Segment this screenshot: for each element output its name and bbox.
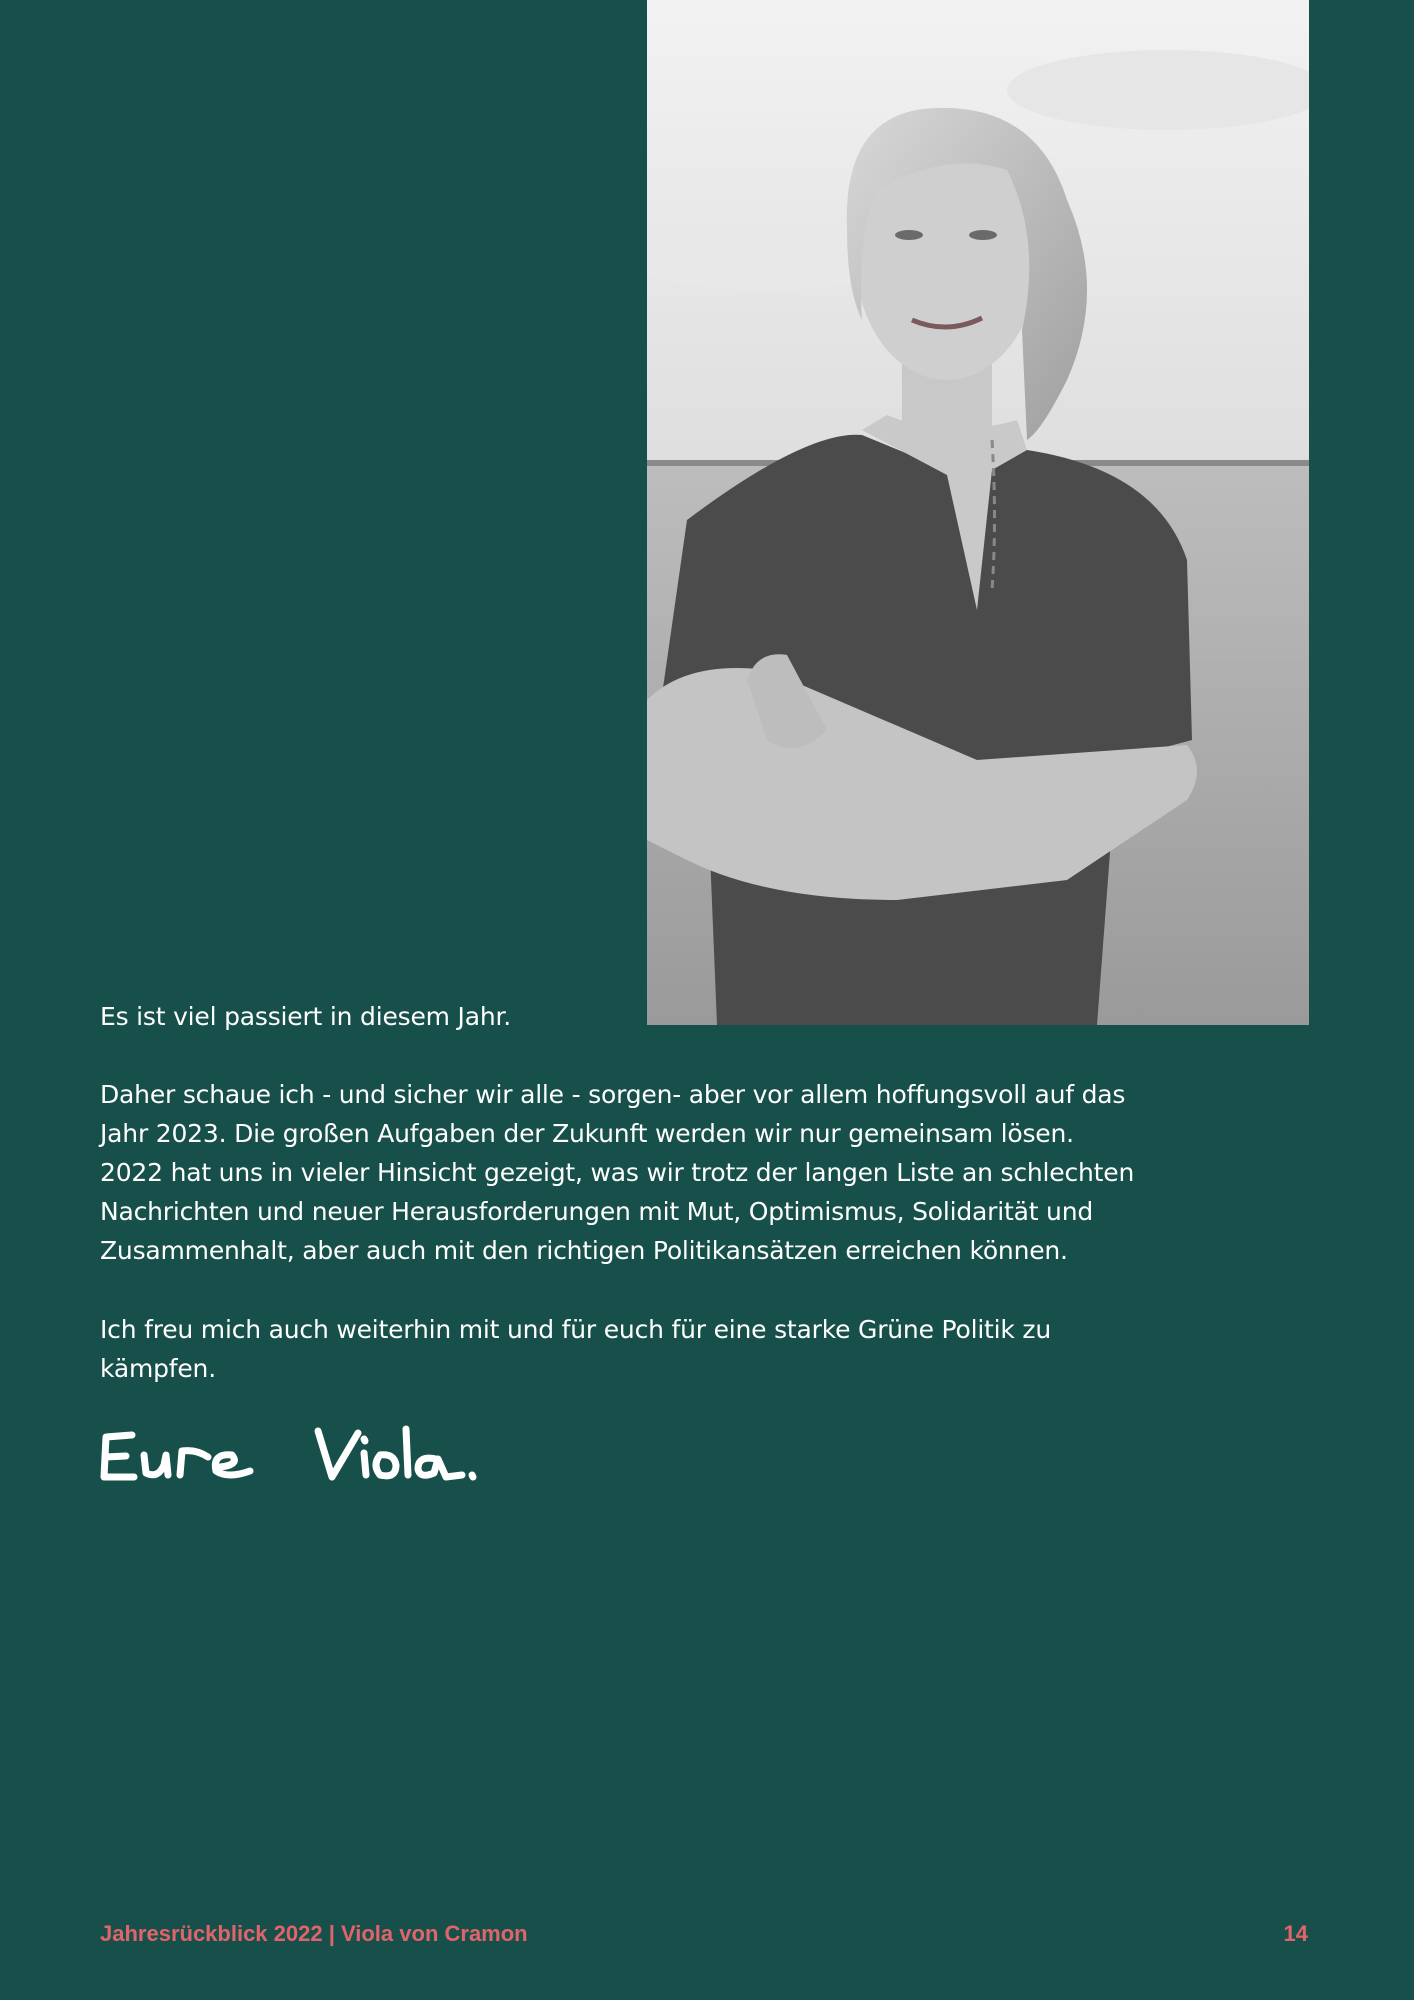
handwritten-signature — [100, 1425, 480, 1515]
paragraph-line: Zusammenhalt, aber auch mit den richtigen Politikansätzen erreichen können. — [100, 1236, 1068, 1265]
body-paragraph-2 — [100, 1075, 1230, 1270]
signature-text — [100, 1515, 101, 1516]
paragraph-line: Ich freu mich auch weiterhin mit und für euch für eine starke Grüne Politik zu — [100, 1315, 1052, 1344]
intro-line: Es ist viel passiert in diesem Jahr. — [100, 1002, 512, 1031]
footer-document-title: Jahresrückblick 2022 | Viola von Cramon — [100, 1921, 528, 1946]
page-number: 14 — [1283, 1921, 1308, 1946]
body-paragraph-3 — [100, 1310, 1230, 1388]
paragraph-line: Nachrichten und neuer Herausforderungen mit Mut, Optimismus, Solidarität und — [100, 1197, 1094, 1226]
portrait-photo — [647, 0, 1309, 1025]
paragraph-line: 2022 hat uns in vieler Hinsicht gezeigt, was wir trotz der langen Liste an schlechten — [100, 1158, 1135, 1187]
paragraph-line: Jahr 2023. Die großen Aufgaben der Zukunft werden wir nur gemeinsam lösen. — [100, 1119, 1074, 1148]
paragraph-line: Daher schaue ich - und sicher wir alle - sorgen- aber vor allem hoffungsvoll auf das — [100, 1080, 1126, 1109]
paragraph-line: kämpfen. — [100, 1354, 216, 1383]
